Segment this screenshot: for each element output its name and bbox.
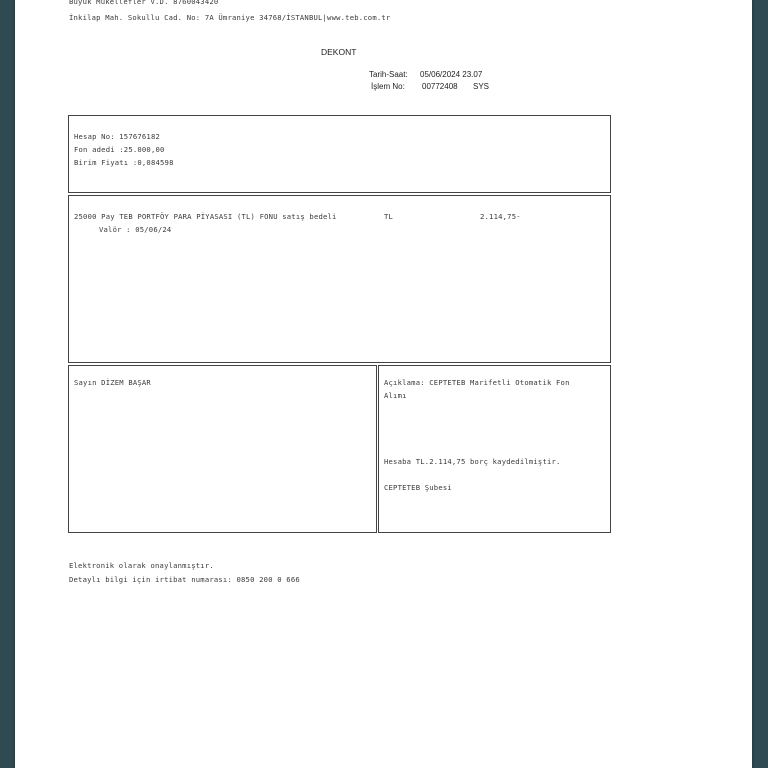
customer-box xyxy=(68,365,377,533)
explanation-line-1: Açıklama: CEPTETEB Marifetli Otomatik Fon xyxy=(384,378,570,387)
transaction-code: SYS xyxy=(473,82,490,91)
explanation-box xyxy=(378,365,611,533)
customer-greeting: Sayın DİZEM BAŞAR xyxy=(74,378,151,387)
transaction-no-value: 00772408 xyxy=(422,82,458,91)
transaction-amount: 2.114,75- xyxy=(480,212,521,221)
footer-approval: Elektronik olarak onaylanmıştır. xyxy=(69,561,214,570)
value-date: Valör : 05/06/24 xyxy=(99,225,172,234)
branch-name: CEPTETEB Şubesi xyxy=(384,483,452,492)
address-line: İnkilap Mah. Sokullu Cad. No: 7A Ümraniye 34768/İSTANBUL|www.teb.com.tr xyxy=(69,13,391,22)
footer-contact: Detaylı bilgi için irtibat numarası: 0850 200 0 666 xyxy=(69,575,300,584)
transaction-no-label: İşlem No: xyxy=(371,82,405,91)
account-number: Hesap No: 157676182 xyxy=(74,132,161,141)
explanation-line-2: Alımı xyxy=(384,391,407,400)
transaction-currency: TL xyxy=(384,212,394,221)
account-info-box xyxy=(68,115,611,193)
transaction-box xyxy=(68,195,611,363)
datetime-value: 05/06/2024 23.07 xyxy=(420,70,483,79)
tax-office-line: Büyük Mükellefler V.D. 8760043420 xyxy=(69,0,219,6)
unit-price: Birim Fiyatı :0,084598 xyxy=(74,158,174,167)
fund-quantity: Fon adedi :25.000,00 xyxy=(74,145,165,154)
datetime-label: Tarih-Saat: xyxy=(369,70,408,79)
document-title: DEKONT xyxy=(321,47,357,57)
document-page xyxy=(15,0,752,768)
transaction-description: 25000 Pay TEB PORTFÖY PARA PİYASASI (TL) FONU satış bedeli xyxy=(74,212,337,221)
debit-note: Hesaba TL.2.114,75 borç kaydedilmiştir. xyxy=(384,457,561,466)
